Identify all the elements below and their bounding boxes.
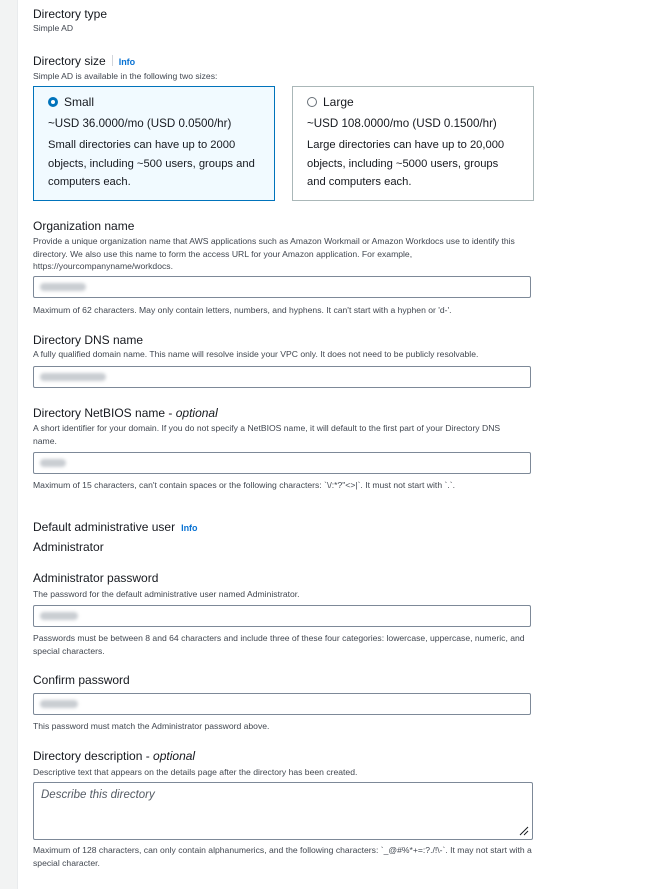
netbios-optional-marker: optional [175, 406, 218, 420]
directory-description-placeholder: Describe this directory [41, 789, 155, 801]
directory-description-label-text: Directory description [33, 749, 143, 763]
resize-handle-icon[interactable] [519, 826, 529, 836]
directory-dns-input[interactable] [33, 366, 531, 388]
directory-description-help: Descriptive text that appears on the details page after the directory has been created. [33, 767, 358, 777]
netbios-label-text: Directory NetBIOS name [33, 406, 166, 420]
masked-confirm-password [40, 700, 78, 708]
admin-user-value: Administrator [33, 540, 104, 554]
confirm-password-label: Confirm password [33, 673, 130, 687]
directory-description-label: Directory description - optional [33, 749, 196, 763]
size-option-large[interactable] [292, 86, 534, 201]
small-radio-button[interactable] [48, 97, 58, 107]
left-rail [0, 0, 18, 889]
admin-user-label [33, 520, 198, 534]
organization-name-description: Provide a unique organization name that AWS applications such as Amazon Workmail or Amazon Workdocs use to identify this directory. We also use this name to form the access URL for your Amazon application. For example, https://yourcompanyname/workdocs. [33, 236, 515, 272]
large-option-price: ~USD 108.0000/mo (USD 0.1500/hr) [307, 117, 497, 130]
netbios-description: A short identifier for your domain. If you do not specify a NetBIOS name, it will default to the first part of your Directory DNS name. [33, 423, 501, 446]
info-separator [112, 55, 113, 66]
directory-size-description: Simple AD is available in the following two sizes: [33, 71, 218, 81]
directory-description-textarea[interactable] [33, 782, 533, 840]
redacted-netbios-name [40, 459, 66, 467]
confirm-password-constraint: This password must match the Administrator password above. [33, 721, 270, 731]
directory-dns-description: A fully qualified domain name. This name will resolve inside your VPC only. It does not need to be publicly resolvable. [33, 349, 479, 359]
large-option-title: Large [323, 95, 354, 109]
netbios-constraint: Maximum of 15 characters, can't contain spaces or the following characters: `\/:*?"<>|`. It must not start with `.`. [33, 480, 455, 490]
small-option-price: ~USD 36.0000/mo (USD 0.0500/hr) [48, 117, 232, 130]
organization-name-label: Organization name [33, 219, 135, 233]
redacted-organization-name [40, 283, 86, 291]
admin-password-description: The password for the default administrative user named Administrator. [33, 589, 300, 599]
netbios-input[interactable] [33, 452, 531, 474]
directory-type-value: Simple AD [33, 23, 74, 33]
admin-password-input[interactable] [33, 605, 531, 627]
directory-description-constraint: Maximum of 128 characters, can only contain alphanumerics, and the following characters: `_@#%*+=:?./!\-`. It may not start with a special character. [33, 845, 532, 868]
large-radio-button[interactable] [307, 97, 317, 107]
masked-admin-password [40, 612, 78, 620]
admin-password-label: Administrator password [33, 571, 159, 585]
netbios-label: Directory NetBIOS name - optional [33, 406, 218, 420]
redacted-dns-name [40, 373, 106, 381]
directory-description-optional-marker: optional [153, 749, 196, 763]
directory-dns-label: Directory DNS name [33, 333, 144, 347]
small-option-title: Small [64, 95, 95, 109]
confirm-password-input[interactable] [33, 693, 531, 715]
organization-name-constraint: Maximum of 62 characters. May only contain letters, numbers, and hyphens. It can't start with a hyphen or 'd-'. [33, 305, 452, 315]
directory-size-info-link[interactable]: Info [118, 57, 136, 67]
admin-user-info-link[interactable]: Info [181, 523, 198, 533]
large-option-description: Large directories can have up to 20,000 objects, including ~5000 users, groups and computers each. [307, 139, 505, 188]
admin-password-constraint: Passwords must be between 8 and 64 characters and include three of these four categories: lowercase, uppercase, numeric, and special characters. [33, 633, 525, 656]
directory-size-label-text: Directory size [33, 54, 106, 68]
size-option-small[interactable] [33, 86, 275, 201]
admin-user-label-text: Default administrative user [33, 520, 176, 534]
directory-type-label: Directory type [33, 7, 108, 21]
organization-name-input[interactable] [33, 276, 531, 298]
directory-size-label [33, 54, 135, 68]
small-option-description: Small directories can have up to 2000 objects, including ~500 users, groups and computers each. [48, 139, 255, 188]
